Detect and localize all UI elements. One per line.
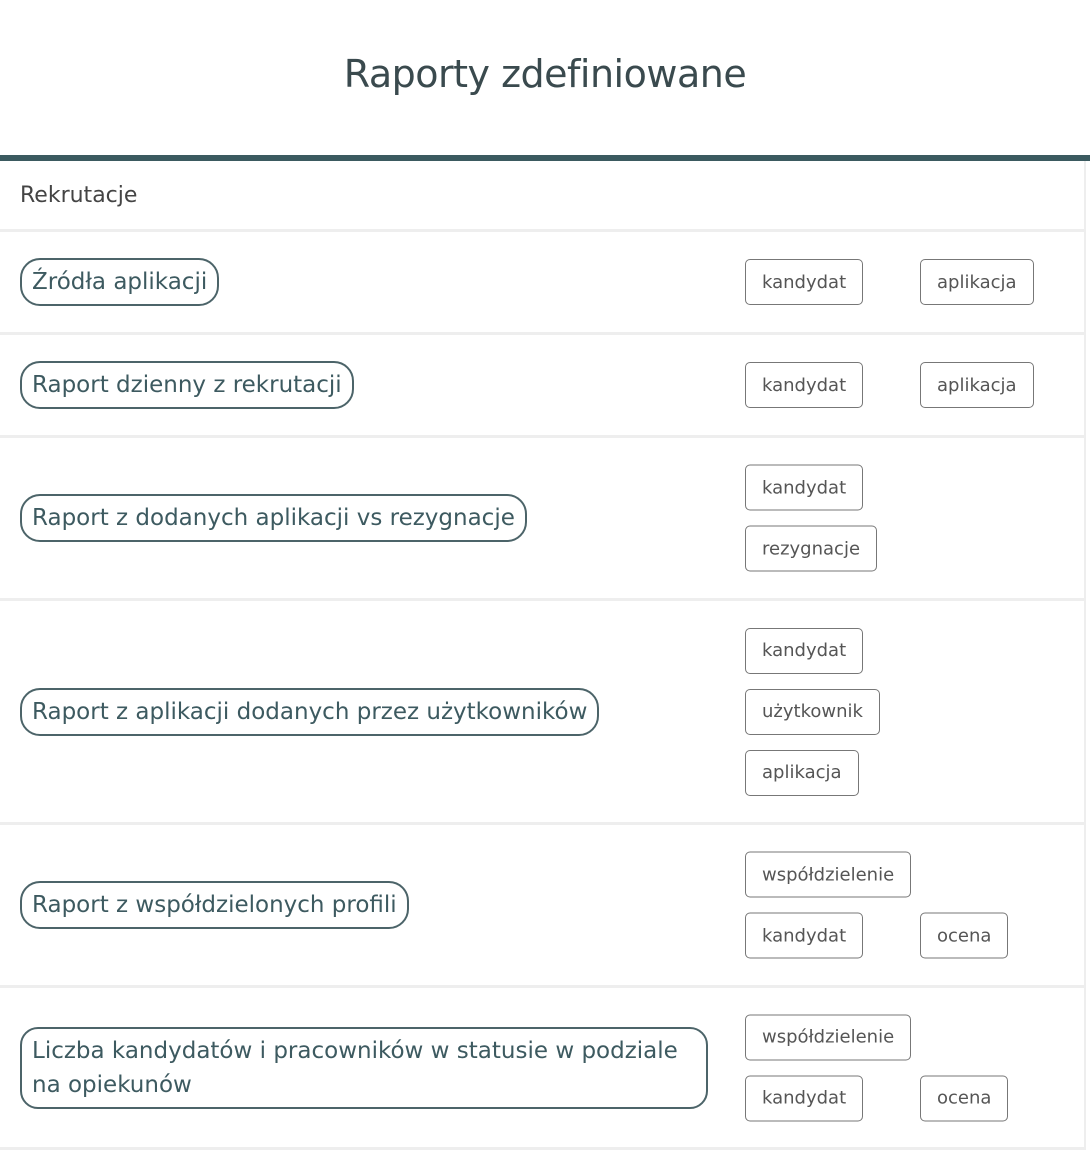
report-link[interactable]: Raport dzienny z rekrutacji (20, 361, 354, 409)
tag-badge[interactable]: ocena (920, 1075, 1008, 1121)
page-title: Raporty zdefiniowane (343, 52, 747, 96)
tag-line (745, 1075, 1075, 1121)
tag-line (745, 465, 1075, 511)
section-header: Rekrutacje (0, 161, 1084, 232)
report-row (0, 988, 1084, 1150)
report-link[interactable]: Liczba kandydatów i pracowników w statusie w podziale na opiekunów (20, 1027, 708, 1109)
report-link[interactable]: Raport z aplikacji dodanych przez użytkowników (20, 688, 599, 736)
tag-badge[interactable]: aplikacja (920, 362, 1034, 408)
report-tags (745, 465, 1075, 572)
tag-line (745, 750, 1075, 796)
tag-badge[interactable]: współdzielenie (745, 852, 911, 898)
tag-badge[interactable]: kandydat (745, 259, 863, 305)
report-row (0, 601, 1084, 825)
tag-badge[interactable]: rezygnacje (745, 526, 877, 572)
tag-badge[interactable]: aplikacja (745, 750, 859, 796)
tag-badge[interactable]: kandydat (745, 913, 863, 959)
tag-badge[interactable]: kandydat (745, 1075, 863, 1121)
tag-line (745, 689, 1075, 735)
tag-badge[interactable]: kandydat (745, 362, 863, 408)
tag-line (745, 362, 1075, 408)
tag-badge[interactable]: aplikacja (920, 259, 1034, 305)
tag-badge[interactable]: kandydat (745, 628, 863, 674)
report-row (0, 438, 1084, 601)
tag-line (745, 628, 1075, 674)
report-row (0, 825, 1084, 988)
report-row (0, 232, 1084, 335)
report-tags (745, 259, 1075, 305)
tag-line (745, 1014, 1075, 1060)
tag-line (745, 913, 1075, 959)
tag-badge[interactable]: kandydat (745, 465, 863, 511)
reports-panel (0, 161, 1086, 1150)
tag-badge[interactable]: współdzielenie (745, 1014, 911, 1060)
report-link[interactable]: Raport z dodanych aplikacji vs rezygnacje (20, 494, 527, 542)
tag-line (745, 526, 1075, 572)
report-tags (745, 362, 1075, 408)
report-tags (745, 852, 1075, 959)
tag-line (745, 852, 1075, 898)
tag-badge[interactable]: ocena (920, 913, 1008, 959)
report-link[interactable]: Źródła aplikacji (20, 258, 219, 306)
report-link[interactable]: Raport z współdzielonych profili (20, 881, 409, 929)
tag-badge[interactable]: użytkownik (745, 689, 880, 735)
report-tags (745, 628, 1075, 796)
tag-line (745, 259, 1075, 305)
report-tags (745, 1014, 1075, 1121)
report-row (0, 335, 1084, 438)
